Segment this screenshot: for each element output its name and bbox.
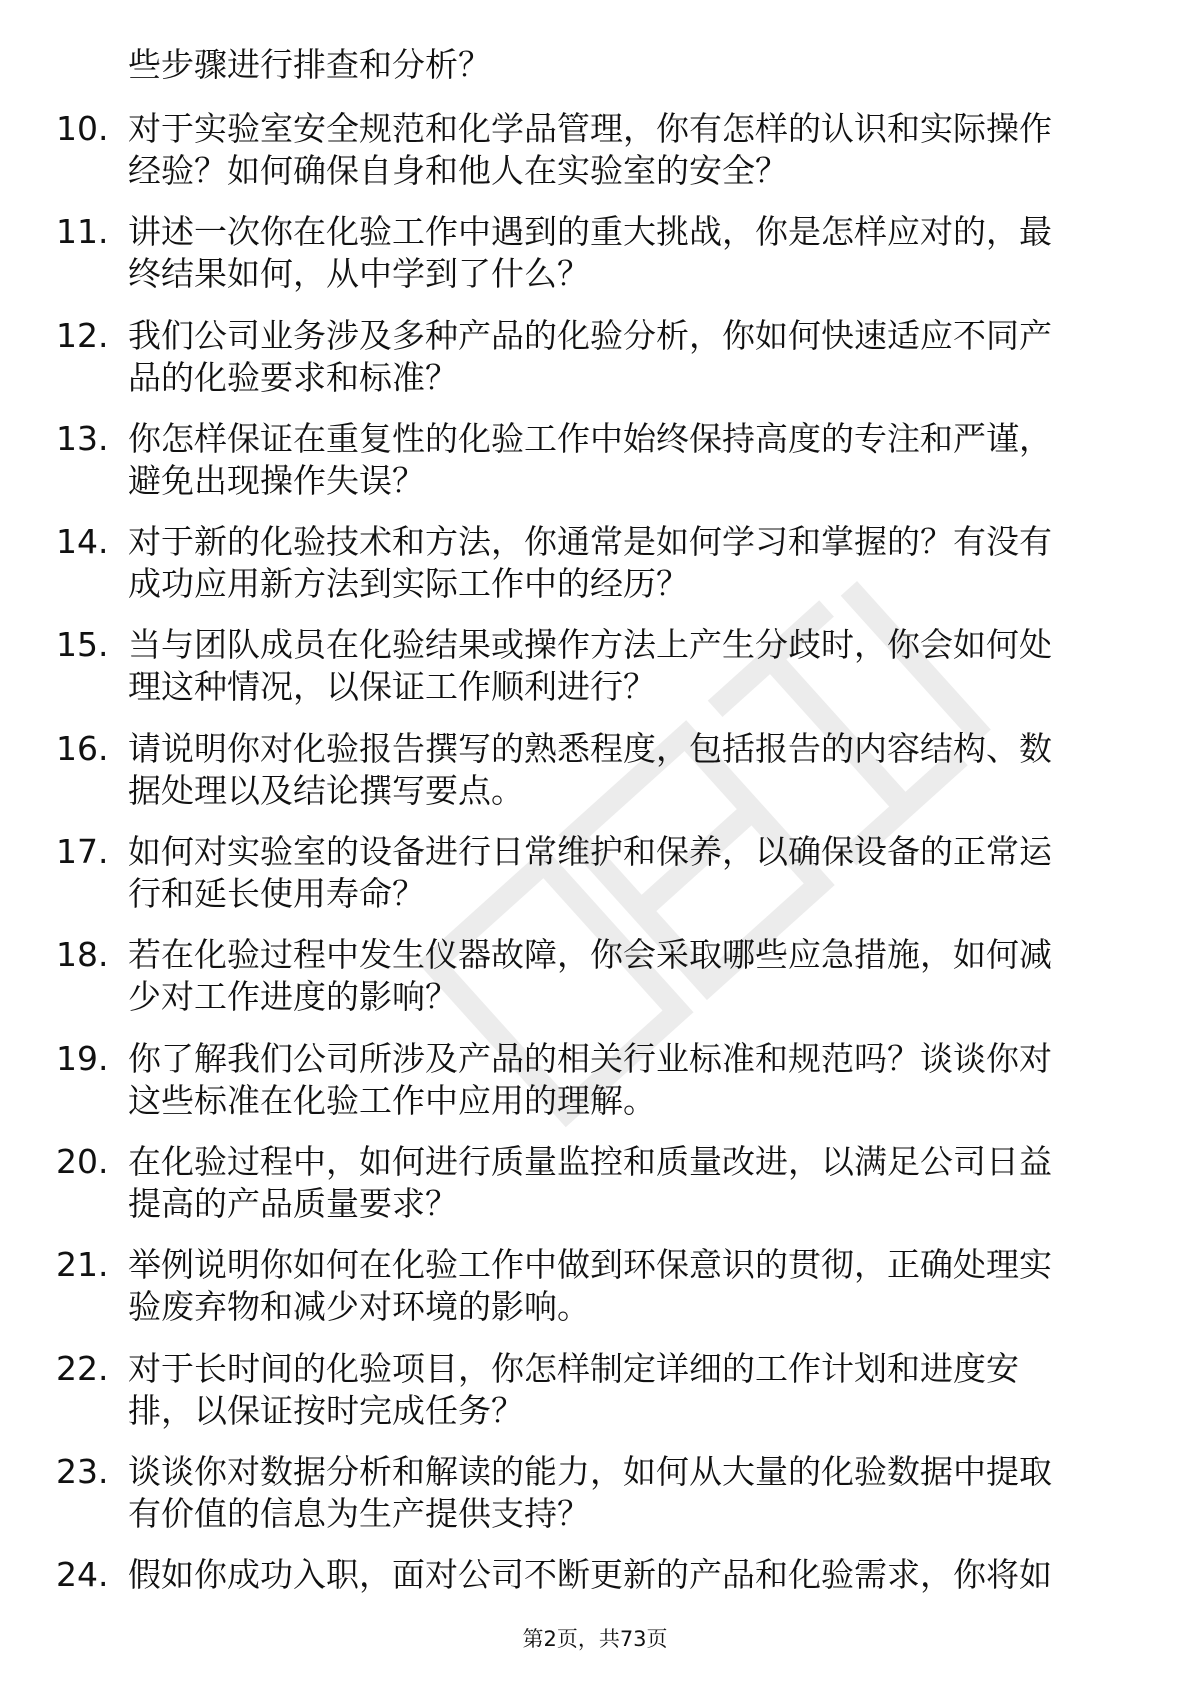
question-text-line: 在化验过程中，如何进行质量监控和质量改进，以满足公司日益 [128, 1141, 1052, 1181]
question-text-line: 我们公司业务涉及多种产品的化验分析，你如何快速适应不同产 [128, 315, 1052, 355]
question-text-line: 理这种情况，以保证工作顺利进行？ [128, 667, 656, 707]
question-number: 18. [56, 935, 109, 975]
question-item [0, 213, 1190, 316]
question-number: 12. [56, 315, 109, 355]
question-text-line: 你怎样保证在重复性的化验工作中始终保持高度的专注和严谨， [128, 418, 1052, 458]
question-text-line: 对于实验室安全规范和化学品管理，你有怎样的认识和实际操作 [128, 109, 1052, 148]
question-text-line: 成功应用新方法到实际工作中的经历？ [128, 564, 689, 604]
question-list [0, 110, 1190, 1659]
question-text-line: 避免出现操作失误？ [128, 460, 425, 500]
question-number: 11. [56, 212, 109, 252]
question-number: 22. [56, 1348, 109, 1388]
question-text-line: 据处理以及结论撰写要点。 [128, 770, 524, 810]
question-text-line: 你了解我们公司所涉及产品的相关行业标准和规范吗？谈谈你对 [128, 1038, 1052, 1078]
question-text-line: 对于新的化验技术和方法，你通常是如何学习和掌握的？有没有 [128, 522, 1052, 562]
question-text-line: 谈谈你对数据分析和解读的能力，如何从大量的化验数据中提取 [128, 1451, 1052, 1491]
question-item [0, 1246, 1190, 1349]
question-number: 10. [56, 109, 109, 148]
question-number: 14. [56, 522, 109, 562]
question-text-line: 少对工作进度的影响？ [128, 977, 458, 1017]
question-text-line: 若在化验过程中发生仪器故障，你会采取哪些应急措施，如何减 [128, 935, 1052, 975]
question-number: 21. [56, 1245, 109, 1285]
question-item [0, 523, 1190, 626]
continued-question-text: 些步骤进行排查和分析？ [128, 45, 491, 84]
question-item [0, 317, 1190, 420]
question-item [0, 1143, 1190, 1246]
question-number: 19. [56, 1038, 109, 1078]
question-item [0, 420, 1190, 523]
question-text-line: 有价值的信息为生产提供支持？ [128, 1493, 590, 1533]
question-item [0, 730, 1190, 833]
question-item [0, 936, 1190, 1039]
question-text-line: 请说明你对化验报告撰写的熟悉程度，包括报告的内容结构、数 [128, 728, 1052, 768]
question-number: 16. [56, 728, 109, 768]
question-text-line: 这些标准在化验工作中应用的理解。 [128, 1080, 656, 1120]
question-text-line: 当与团队成员在化验结果或操作方法上产生分歧时，你会如何处 [128, 625, 1052, 665]
question-number: 15. [56, 625, 109, 665]
question-text-line: 经验？如何确保自身和他人在实验室的安全？ [128, 151, 788, 190]
question-text-line: 如何对实验室的设备进行日常维护和保养，以确保设备的正常运 [128, 832, 1052, 872]
question-text-line: 排，以保证按时完成任务？ [128, 1390, 524, 1430]
question-text-line: 提高的产品质量要求？ [128, 1183, 458, 1223]
question-item [0, 1453, 1190, 1556]
question-number: 24. [56, 1555, 109, 1595]
question-number: 13. [56, 418, 109, 458]
question-number: 23. [56, 1451, 109, 1491]
question-item [0, 1350, 1190, 1453]
question-number: 20. [56, 1141, 109, 1181]
question-text-line: 对于长时间的化验项目，你怎样制定详细的工作计划和进度安 [128, 1348, 1019, 1388]
question-text-line: 讲述一次你在化验工作中遇到的重大挑战，你是怎样应对的，最 [128, 212, 1052, 252]
question-item [0, 626, 1190, 729]
question-item [0, 1040, 1190, 1143]
question-text-line: 举例说明你如何在化验工作中做到环保意识的贯彻，正确处理实 [128, 1245, 1052, 1285]
question-item [0, 110, 1190, 213]
question-text-line: 假如你成功入职，面对公司不断更新的产品和化验需求，你将如 [128, 1555, 1052, 1595]
question-text-line: 终结果如何，从中学到了什么？ [128, 254, 590, 294]
page-number-footer: 第2页，共73页 [522, 1627, 668, 1651]
question-text-line: 验废弃物和减少对环境的影响。 [128, 1287, 590, 1327]
question-text-line: 品的化验要求和标准？ [128, 357, 458, 397]
question-text-line: 行和延长使用寿命？ [128, 874, 425, 914]
question-number: 17. [56, 832, 109, 872]
question-item [0, 833, 1190, 936]
